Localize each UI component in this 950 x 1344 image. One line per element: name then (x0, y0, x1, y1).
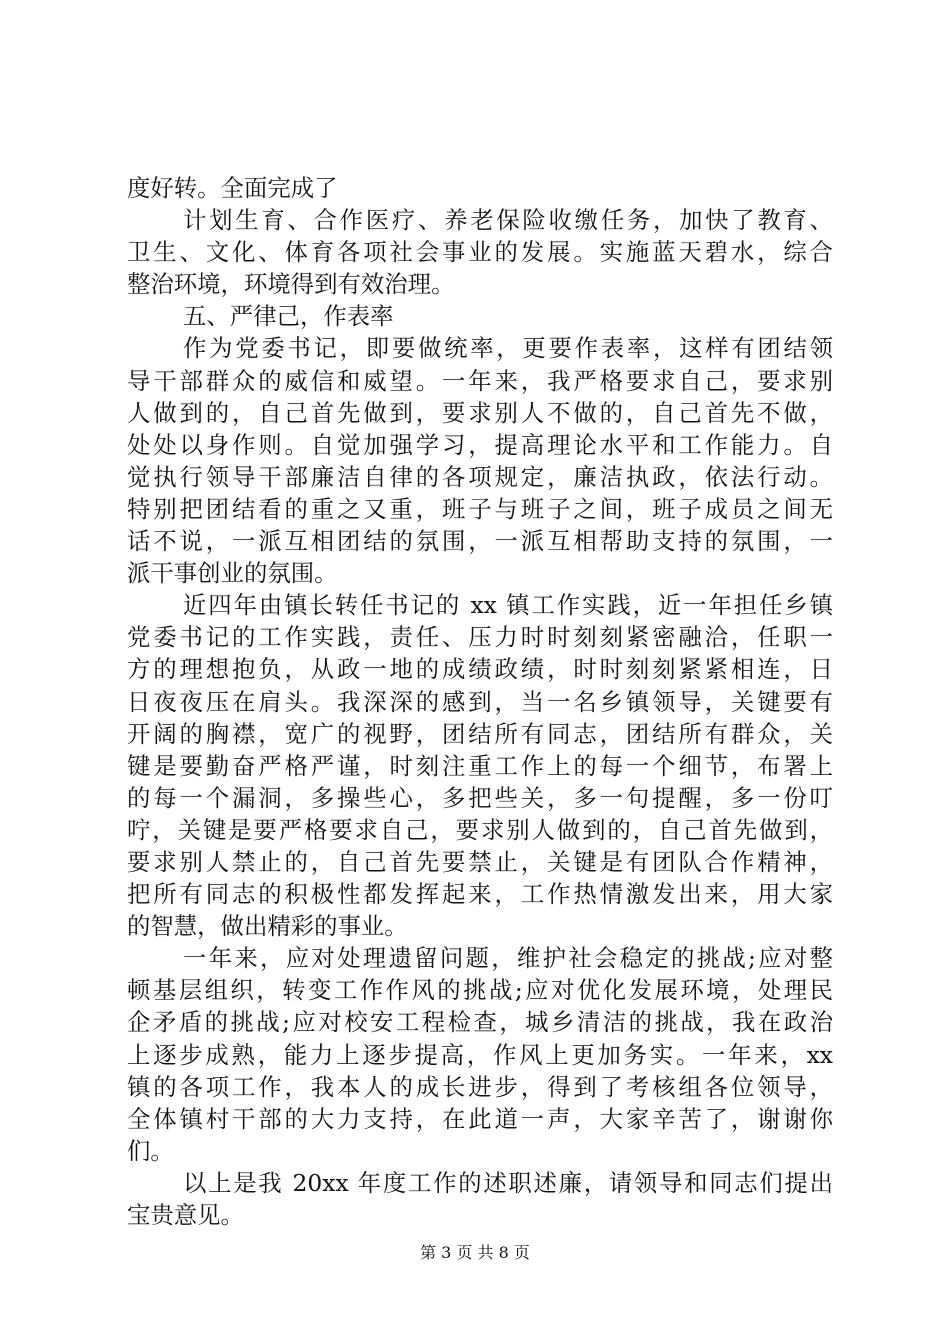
text-line: 近四年由镇长转任书记的 xx 镇工作实践，近一年担任乡镇 (183, 591, 833, 620)
text-line: 的智慧，做出精彩的事业。 (127, 912, 408, 941)
text-line: 宝贵意见。 (127, 1201, 244, 1229)
text-line: 人做到的，自己首先做到，要求别人不做的，自己首先不做， (127, 398, 833, 427)
text-line: 要求别人禁止的，自己首先要禁止，关键是有团队合作精神， (127, 847, 833, 876)
text-line: 话不说，一派互相团结的氛围，一派互相帮助支持的氛围，一 (127, 527, 833, 556)
text-line: 把所有同志的积极性都发挥起来，工作热情激发出来，用大家 (127, 880, 833, 909)
text-line: 日夜夜压在肩头。我深深的感到，当一名乡镇领导，关键要有 (127, 687, 833, 716)
text-line: 计划生育、合作医疗、养老保险收缴任务，加快了教育、 (183, 206, 833, 235)
text-line: 镇的各项工作，我本人的成长进步，得到了考核组各位领导， (127, 1072, 833, 1101)
text-line: 整治环境，环境得到有效治理。 (127, 270, 455, 299)
text-line: 上逐步成熟，能力上逐步提高，作风上更加务实。一年来，xx (127, 1040, 833, 1069)
text-line: 的每一个漏洞，多操些心，多把些关，多一句提醒，多一份叮 (127, 783, 833, 812)
text-line: 党委书记的工作实践，责任、压力时时刻刻紧密融洽，任职一 (127, 623, 833, 652)
text-line: 导干部群众的威信和威望。一年来，我严格要求自己，要求别 (127, 366, 833, 395)
text-line: 方的理想抱负，从政一地的成绩政绩，时时刻刻紧紧相连，日 (127, 655, 833, 684)
text-line: 企矛盾的挑战;应对校安工程检查，城乡清洁的挑战，我在政治 (127, 1008, 833, 1037)
text-line: 处处以身作则。自觉加强学习，提高理论水平和工作能力。自 (127, 430, 833, 459)
text-line: 开阔的胸襟，宽广的视野，团结所有同志，团结所有群众，关 (127, 719, 833, 748)
text-line: 全体镇村干部的大力支持，在此道一声，大家辛苦了，谢谢你 (127, 1104, 833, 1133)
text-line: 度好转。全面完成了 (127, 174, 338, 202)
text-line: 一年来，应对处理遗留问题，维护社会稳定的挑战;应对整 (183, 944, 833, 973)
text-line: 卫生、文化、体育各项社会事业的发展。实施蓝天碧水，综合 (127, 238, 833, 267)
text-line: 们。 (127, 1136, 174, 1165)
text-line: 以上是我 20xx 年度工作的述职述廉，请领导和同志们提出 (183, 1168, 833, 1197)
text-line: 特别把团结看的重之又重，班子与班子之间，班子成员之间无 (127, 494, 833, 523)
text-line: 作为党委书记，即要做统率，更要作表率，这样有团结领 (183, 334, 833, 363)
document-body (127, 172, 833, 1231)
text-line: 咛，关键是要严格要求自己，要求别人做到的，自己首先做到， (127, 815, 833, 844)
text-line: 顿基层组织，转变工作作风的挑战;应对优化发展环境，处理民 (127, 976, 833, 1005)
text-line: 五、严律己，作表率 (183, 302, 394, 331)
text-line: 觉执行领导干部廉洁自律的各项规定，廉洁执政，依法行动。 (127, 462, 833, 491)
page-footer: 第 3 页 共 8 页 (420, 1243, 530, 1262)
text-line: 键是要勤奋严格严谨，时刻注重工作上的每一个细节，布署上 (127, 751, 833, 780)
text-line: 派干事创业的氛围。 (127, 559, 338, 588)
